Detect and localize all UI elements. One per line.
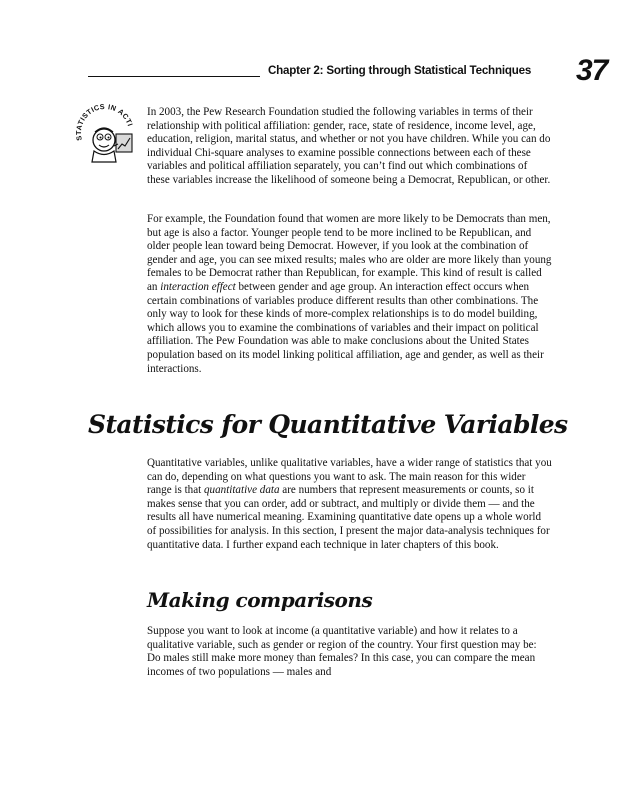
- running-header: [88, 54, 608, 88]
- subsection-heading: Making comparisons: [147, 588, 373, 612]
- chapter-title: Chapter 2: Sorting through Statistical Techniques: [268, 64, 532, 77]
- quant-text-end: are numbers that represent measurements or counts, so it makes sense that you can order, add or subtract, and multiply or divide them — and the results all have numerical meaning. Examining quantitative date opens up a whole world of possibilities for analysis. In this section, I present the major data-analysis techniques for quantitative data. I further expand each technique in later chapters of this book.: [147, 484, 550, 551]
- page-number: 37: [576, 54, 608, 87]
- example-text-start: For example, the Foundation found that women are more likely to be Democrats than men, but age is also a factor. Younger people tend to be more inclined to be Republican, and older people lean toward being Democrat. However, if you look at the combination of gender and age, you can see mixed results; males who are older are more likely than young females to be Democrat rather than Republican, for example. This kind of result is called an: [147, 213, 552, 293]
- quantitative-paragraph: [147, 457, 552, 552]
- icon-label: STATISTICS IN ACTI: [73, 101, 135, 142]
- statistics-in-action-icon: [72, 100, 138, 166]
- section-heading: Statistics for Quantitative Variables: [88, 410, 568, 439]
- example-text-end: between gender and age group. An interaction effect occurs when certain combinations of variables produce different results than other combinations. The only way to look for these kinds of more-complex relationships is to do model building, which allows you to examine the combinations of variables and their impact on political affiliation. The Pew Foundation was able to make conclusions about the United States population based on its model linking political affiliation, age and gender, as well as their interactions.: [147, 280, 544, 375]
- comparison-paragraph: Suppose you want to look at income (a quantitative variable) and how it relates to a qualitative variable, such as gender or region of the country. Your first question may be: Do males still make more money than females? In this case, you can compare the mean incomes of two populations — males and: [147, 625, 537, 678]
- header-rule: [88, 76, 260, 77]
- example-italic-term: interaction effect: [160, 280, 236, 293]
- example-paragraph: [147, 213, 552, 376]
- sidebar-paragraph: In 2003, the Pew Research Foundation studied the following variables in terms of their relationship with political affiliation: gender, race, state of residence, income level, age, education, religion, marital status, and whether or not you have children. While you can do individual Chi-square analyses to examine possible connections between each of these variables and political affiliation separately, you can’t find out which combinations of these variables increase the likelihood of someone being a Democrat, Republican, or other.: [147, 106, 551, 186]
- quant-text-start: Quantitative variables, unlike qualitative variables, have a wider range of statistics that you can do, depending on what questions you want to ask. The main reason for this wider range is that: [147, 457, 552, 497]
- quant-italic-term: quantitative data: [204, 484, 280, 497]
